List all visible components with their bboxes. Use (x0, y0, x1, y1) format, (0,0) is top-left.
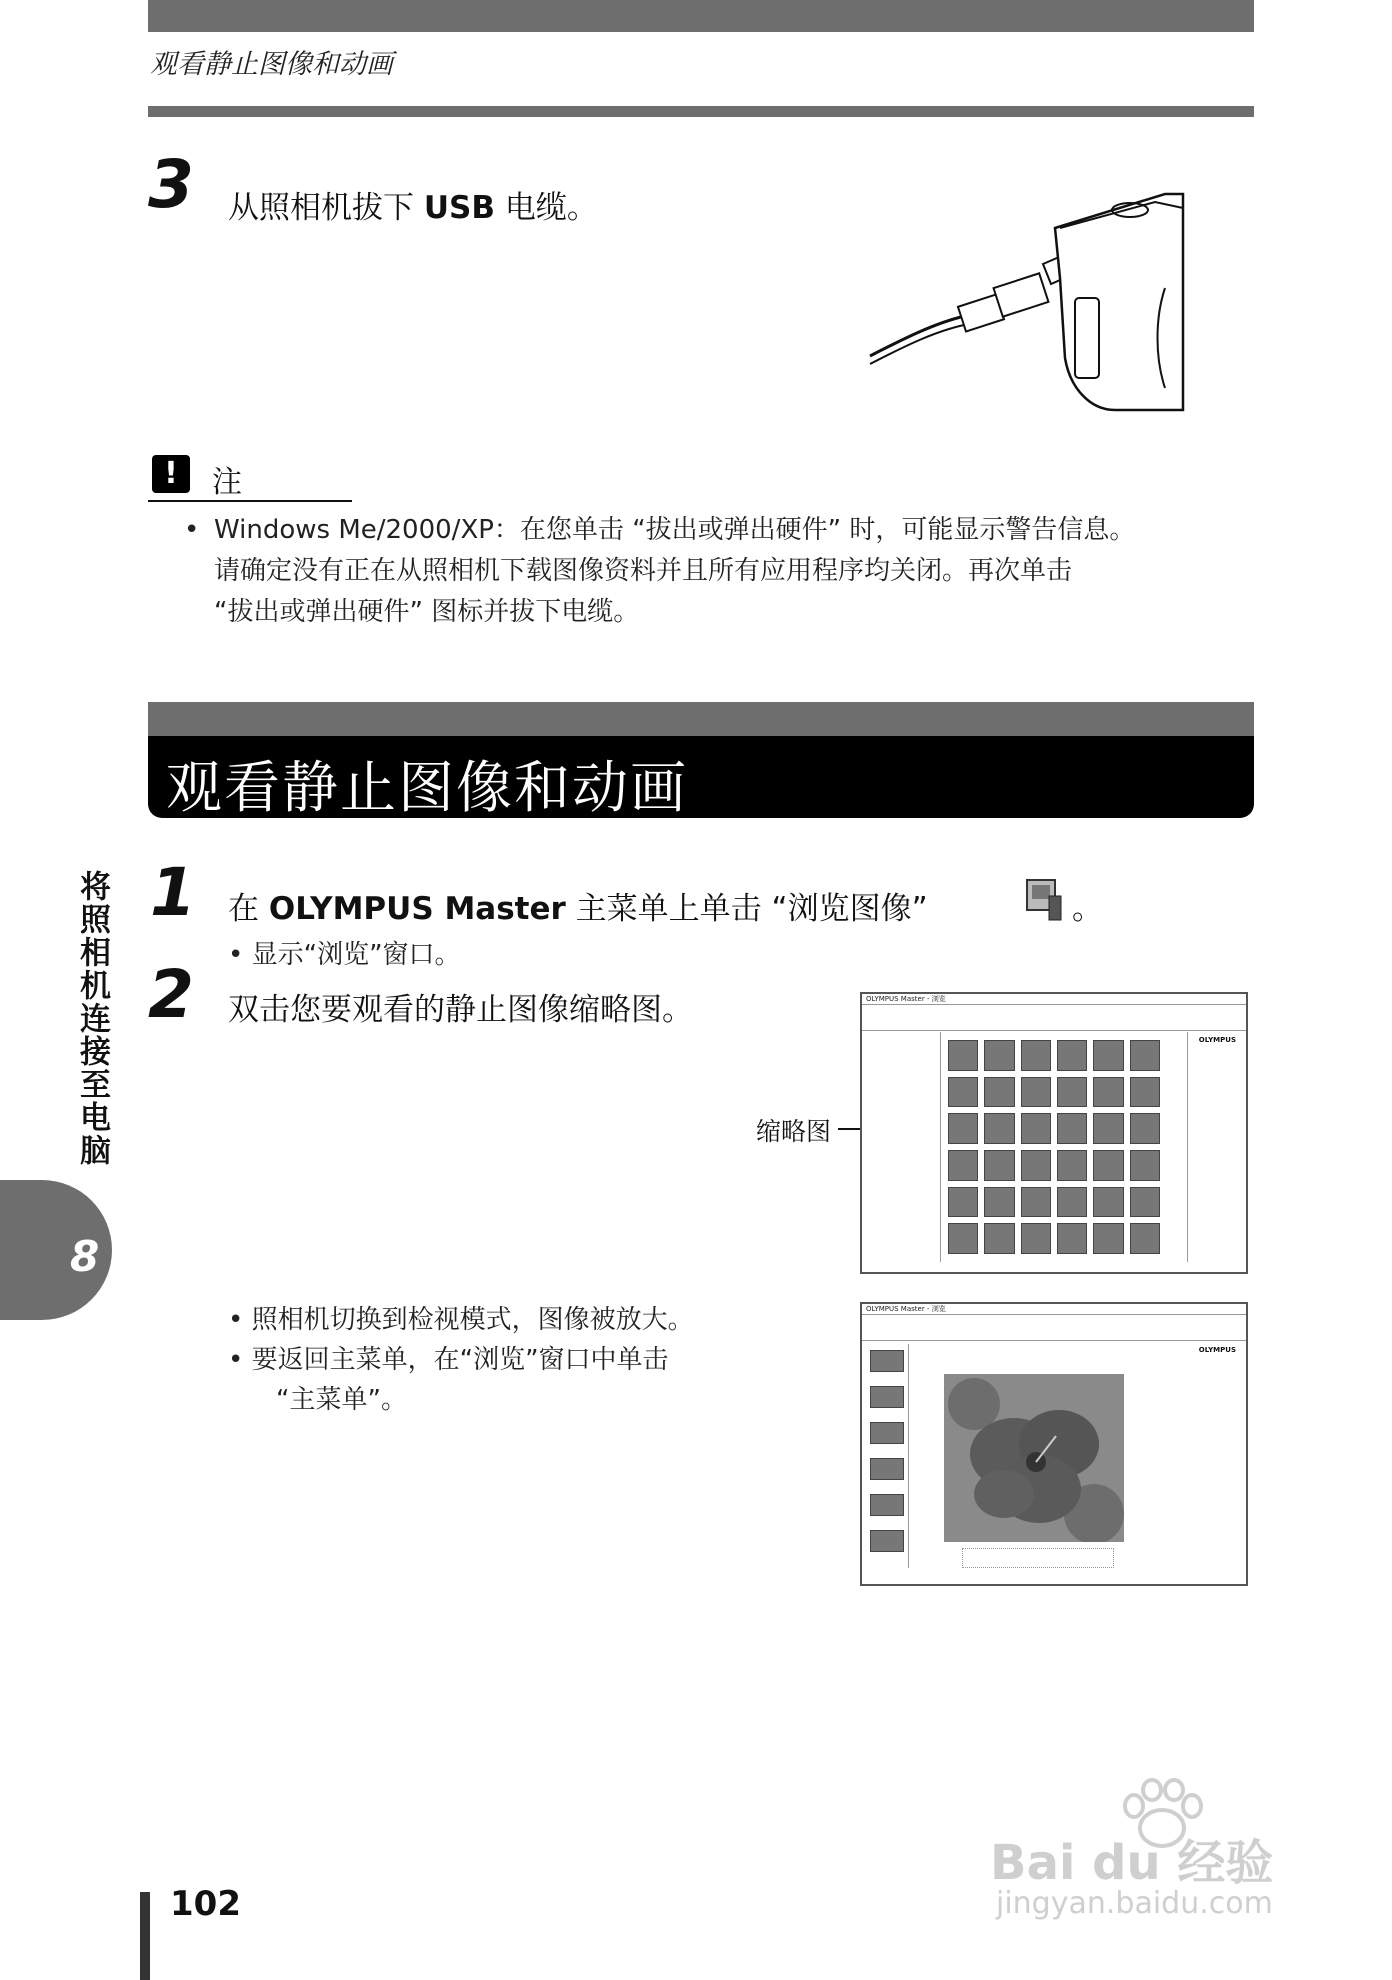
thumbnail[interactable] (1021, 1113, 1051, 1144)
step-1-text-bold: OLYMPUS Master (268, 891, 566, 927)
step-3-text-bold: USB (423, 190, 495, 226)
note-line-2: 请确定没有正在从照相机下载图像资料并且所有应用程序均关闭。再次单击 (214, 556, 1073, 586)
thumbnail[interactable] (1057, 1077, 1087, 1108)
thumbnail[interactable] (1093, 1150, 1123, 1181)
step-2-bullet-1: • 照相机切换到检视模式，图像被放大。 (228, 1305, 694, 1335)
thumbnail[interactable] (1130, 1040, 1160, 1071)
thumbnail[interactable] (948, 1040, 978, 1071)
step-3-number: 3 (148, 146, 194, 223)
thumbnail[interactable] (984, 1187, 1014, 1218)
thumbnail[interactable] (984, 1077, 1014, 1108)
thumbnail[interactable] (1021, 1077, 1051, 1108)
thumbnail[interactable] (1130, 1187, 1160, 1218)
thumbnail[interactable] (1021, 1187, 1051, 1218)
thumbnail[interactable] (984, 1150, 1014, 1181)
thumbnail[interactable] (1021, 1040, 1051, 1071)
thumbnail-grid (948, 1040, 1160, 1254)
header-top-bar (148, 0, 1254, 32)
thumbnail[interactable] (1057, 1113, 1087, 1144)
screenshot-1-logo: OLYMPUS (1198, 1036, 1236, 1044)
page-number: 102 (170, 1884, 241, 1924)
thumbnail[interactable] (1057, 1150, 1087, 1181)
thumbnail[interactable] (1130, 1077, 1160, 1108)
section-title: 观看静止图像和动画 (166, 756, 688, 821)
screenshot-2-info-box (962, 1548, 1114, 1568)
thumbnail[interactable] (1021, 1223, 1051, 1254)
screenshot-2-title: OLYMPUS Master - 浏览 (866, 1305, 946, 1313)
thumbnail[interactable] (984, 1113, 1014, 1144)
thumbnail[interactable] (948, 1113, 978, 1144)
thumbnail[interactable] (948, 1077, 978, 1108)
thumbnail[interactable] (1093, 1223, 1123, 1254)
step-2-bullet-2: • 要返回主菜单，在“浏览”窗口中单击 (228, 1345, 669, 1375)
screenshot-2-logo: OLYMPUS (1198, 1346, 1236, 1354)
screenshot-1-sidebar (864, 1032, 941, 1262)
note-title: 注 (212, 465, 242, 500)
step-3-text-pre: 从照相机拔下 (228, 190, 424, 226)
screenshot-2-toolbar (862, 1316, 1246, 1341)
header-bottom-bar (148, 106, 1254, 117)
enlarged-flower-image (944, 1374, 1124, 1542)
note-line-3: “拔出或弹出硬件” 图标并拔下电缆。 (214, 597, 640, 627)
filmstrip (866, 1344, 909, 1568)
step-1-text (228, 883, 928, 928)
step-2-text: 双击您要观看的静止图像缩略图。 (228, 992, 693, 1028)
note-underline (148, 500, 352, 502)
camera-usb-illustration (865, 188, 1185, 420)
thumbnail[interactable] (948, 1187, 978, 1218)
thumbnail[interactable] (1130, 1150, 1160, 1181)
note-body (214, 510, 1254, 633)
thumbnail[interactable] (1130, 1223, 1160, 1254)
filmstrip-thumbnail[interactable] (870, 1386, 904, 1408)
thumbnail[interactable] (1021, 1150, 1051, 1181)
thumbnail[interactable] (1057, 1187, 1087, 1218)
thumbnail-callout-label: 缩略图 (756, 1117, 832, 1146)
browse-image-icon (1025, 878, 1065, 924)
thumbnail[interactable] (1093, 1040, 1123, 1071)
page-number-bar (140, 1892, 150, 1980)
note-line-1: Windows Me/2000/XP：在您单击 “拔出或弹出硬件” 时，可能显示警告信息。 (214, 515, 1136, 545)
thumbnail[interactable] (984, 1040, 1014, 1071)
thumbnail[interactable] (1057, 1040, 1087, 1071)
thumbnail[interactable] (1093, 1077, 1123, 1108)
step-2-number: 2 (148, 956, 194, 1033)
thumbnail[interactable] (948, 1223, 978, 1254)
viewer-window-screenshot (860, 1302, 1248, 1586)
thumbnail[interactable] (948, 1150, 978, 1181)
step-2-bullets (228, 1300, 694, 1420)
screenshot-1-title: OLYMPUS Master - 浏览 (866, 995, 946, 1003)
chapter-title: 将照相机连接至电脑 (74, 870, 110, 1167)
watermark-brand: Bai du 经验 (990, 1835, 1274, 1891)
note-bullet: • (184, 515, 200, 545)
step-1-number: 1 (150, 854, 196, 931)
screenshot-2-titlebar (862, 1304, 1246, 1315)
filmstrip-thumbnail[interactable] (870, 1350, 904, 1372)
header-title: 观看静止图像和动画 (150, 49, 393, 80)
thumbnail[interactable] (984, 1223, 1014, 1254)
step-1-text-end: 。 (1072, 891, 1103, 927)
section-band (148, 736, 1254, 821)
filmstrip-thumbnail[interactable] (870, 1530, 904, 1552)
watermark-url: jingyan.baidu.com (996, 1886, 1273, 1921)
filmstrip-thumbnail[interactable] (870, 1494, 904, 1516)
thumbnail[interactable] (1057, 1223, 1087, 1254)
thumbnail[interactable] (1093, 1113, 1123, 1144)
step-1-text-pre: 在 (228, 891, 269, 927)
thumbnail[interactable] (1093, 1187, 1123, 1218)
chapter-number: 8 (70, 1232, 100, 1281)
screenshot-1-titlebar (862, 994, 1246, 1005)
step-3-text-post: 电缆。 (495, 190, 598, 226)
step-3-text (228, 182, 598, 227)
section-grey-bar (148, 702, 1254, 736)
screenshot-1-right-panel (1187, 1032, 1244, 1262)
filmstrip-thumbnail[interactable] (870, 1422, 904, 1444)
thumbnail[interactable] (1130, 1113, 1160, 1144)
step-1-sub-bullet: • 显示“浏览”窗口。 (228, 940, 461, 970)
note-icon: ! (152, 455, 190, 493)
browse-window-screenshot (860, 992, 1248, 1274)
step-1-text-post: 主菜单上单击 “浏览图像” (565, 891, 928, 927)
step-2-bullet-3: “主菜单”。 (276, 1385, 407, 1415)
filmstrip-thumbnail[interactable] (870, 1458, 904, 1480)
screenshot-1-toolbar (862, 1006, 1246, 1031)
